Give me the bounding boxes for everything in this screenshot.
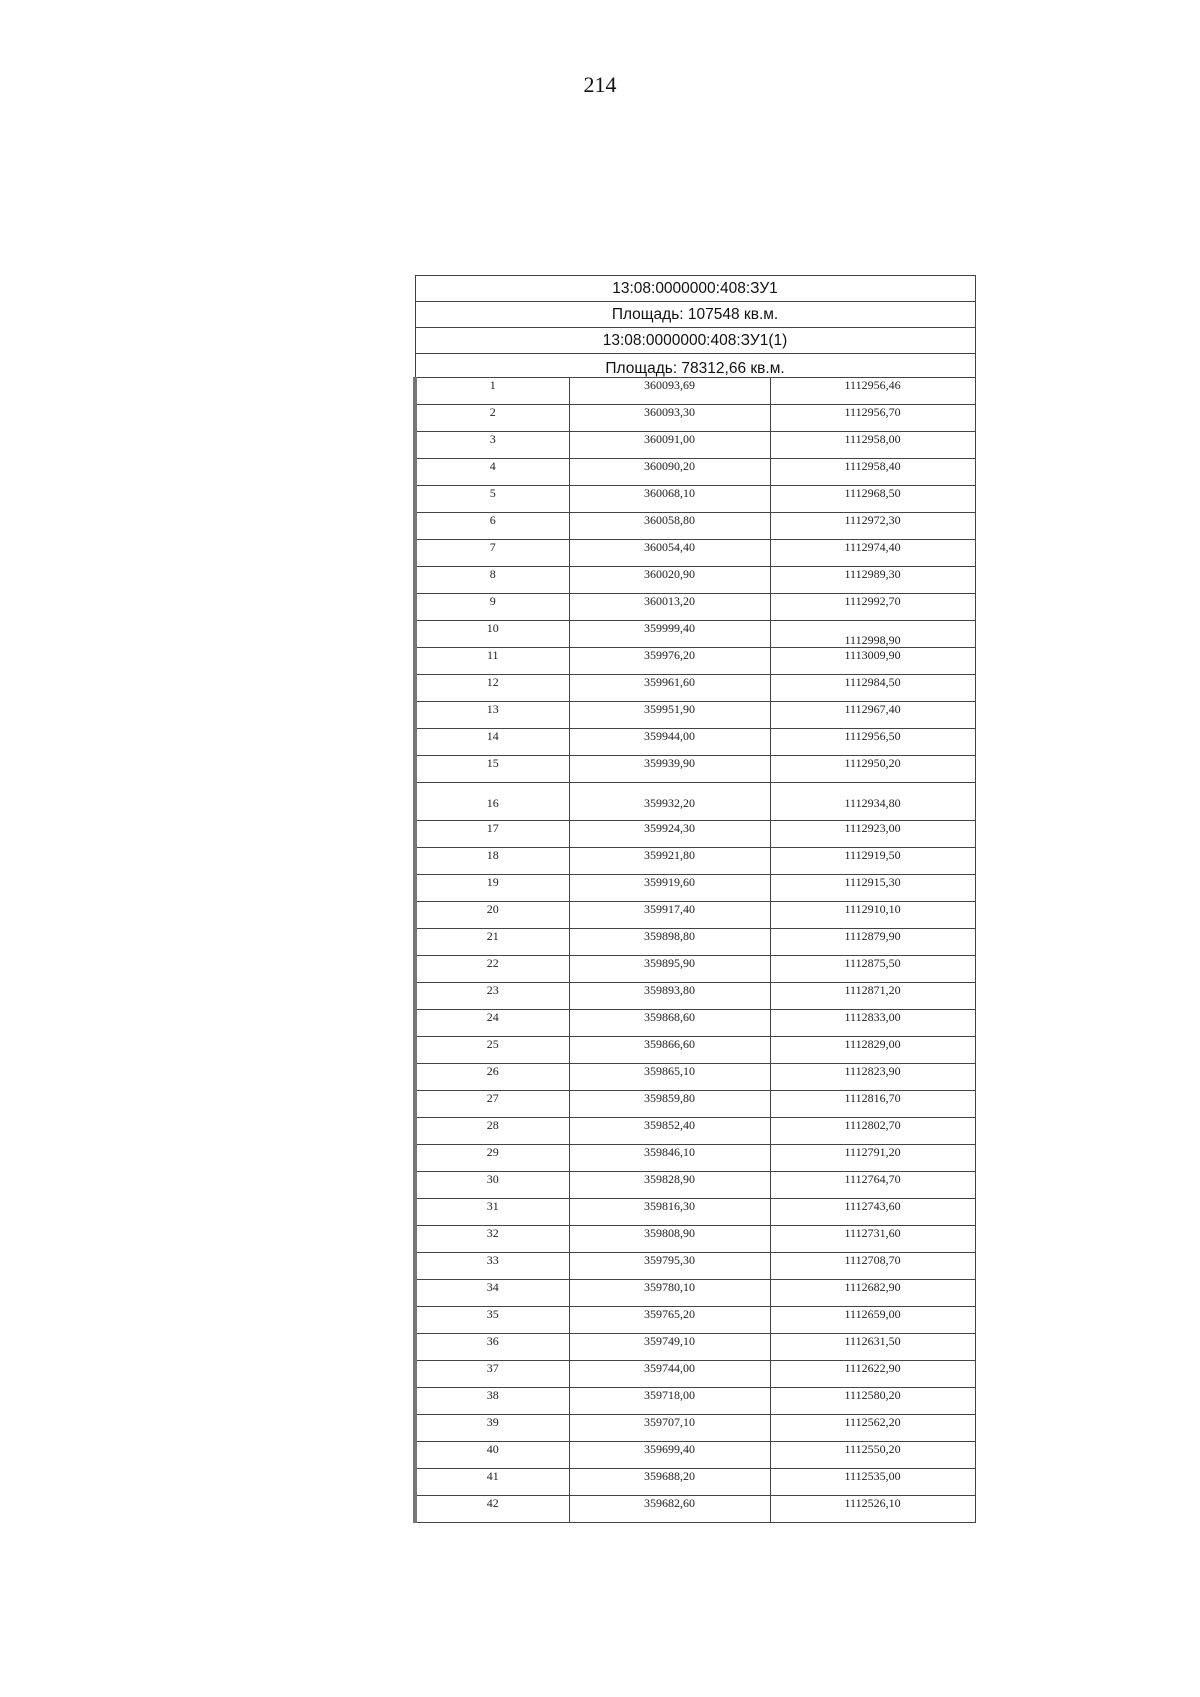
table-row — [415, 459, 975, 486]
x-coordinate-cell: 359865,10 — [569, 1064, 770, 1091]
y-coordinate-cell: 1112958,40 — [770, 459, 975, 486]
x-coordinate-cell: 359976,20 — [569, 648, 770, 675]
y-coordinate-cell: 1112923,00 — [770, 821, 975, 848]
y-coordinate-cell: 1112910,10 — [770, 902, 975, 929]
x-coordinate-cell: 359939,90 — [569, 756, 770, 783]
x-coordinate-cell: 359944,00 — [569, 729, 770, 756]
y-coordinate-cell: 1112956,46 — [770, 378, 975, 405]
y-coordinate-cell: 1112875,50 — [770, 956, 975, 983]
x-coordinate-cell: 359699,40 — [569, 1442, 770, 1469]
point-number-cell: 35 — [415, 1307, 569, 1334]
x-coordinate-cell: 359859,80 — [569, 1091, 770, 1118]
x-coordinate-cell: 359924,30 — [569, 821, 770, 848]
y-coordinate-cell: 1112958,00 — [770, 432, 975, 459]
y-coordinate-cell: 1112833,00 — [770, 1010, 975, 1037]
y-coordinate-cell: 1112535,00 — [770, 1469, 975, 1496]
parcel-area: Площадь: 107548 кв.м. — [415, 302, 975, 328]
header-row-parcel-area — [415, 302, 975, 328]
point-number-cell: 37 — [415, 1361, 569, 1388]
x-coordinate-cell: 359898,80 — [569, 929, 770, 956]
y-coordinate-cell: 1112631,50 — [770, 1334, 975, 1361]
x-coordinate-cell: 359765,20 — [569, 1307, 770, 1334]
y-coordinate-cell: 1112622,90 — [770, 1361, 975, 1388]
table-row — [415, 702, 975, 729]
point-number-cell: 26 — [415, 1064, 569, 1091]
table-row — [415, 1037, 975, 1064]
table-row — [415, 821, 975, 848]
table-row — [415, 1064, 975, 1091]
y-coordinate-cell: 1112950,20 — [770, 756, 975, 783]
point-number-cell: 38 — [415, 1388, 569, 1415]
x-coordinate-cell: 359999,40 — [569, 621, 770, 648]
x-coordinate-cell: 359932,20 — [569, 783, 770, 821]
point-number-cell: 30 — [415, 1172, 569, 1199]
point-number-cell: 40 — [415, 1442, 569, 1469]
table-row — [415, 1199, 975, 1226]
y-coordinate-cell: 1112791,20 — [770, 1145, 975, 1172]
table-row — [415, 848, 975, 875]
table-row — [415, 783, 975, 821]
table-row — [415, 486, 975, 513]
y-coordinate-cell: 1112682,90 — [770, 1280, 975, 1307]
point-number-cell: 34 — [415, 1280, 569, 1307]
x-coordinate-cell: 360090,20 — [569, 459, 770, 486]
x-coordinate-cell: 359852,40 — [569, 1118, 770, 1145]
x-coordinate-cell: 360093,69 — [569, 378, 770, 405]
point-number-cell: 17 — [415, 821, 569, 848]
page-number: 214 — [583, 72, 617, 97]
x-coordinate-cell: 359917,40 — [569, 902, 770, 929]
table-row — [415, 513, 975, 540]
parcel-id: 13:08:0000000:408:ЗУ1 — [415, 276, 975, 302]
x-coordinate-cell: 359868,60 — [569, 1010, 770, 1037]
y-coordinate-cell: 1112871,20 — [770, 983, 975, 1010]
point-number-cell: 27 — [415, 1091, 569, 1118]
point-number-cell: 8 — [415, 567, 569, 594]
point-number-cell: 1 — [415, 378, 569, 405]
point-number-cell: 3 — [415, 432, 569, 459]
y-coordinate-cell: 1112659,00 — [770, 1307, 975, 1334]
y-coordinate-cell: 1112823,90 — [770, 1064, 975, 1091]
y-coordinate-cell: 1112829,00 — [770, 1037, 975, 1064]
x-coordinate-cell: 359866,60 — [569, 1037, 770, 1064]
y-coordinate-cell: 1112968,50 — [770, 486, 975, 513]
table-row — [415, 378, 975, 405]
x-coordinate-cell: 360093,30 — [569, 405, 770, 432]
point-number-cell: 5 — [415, 486, 569, 513]
point-number-cell: 2 — [415, 405, 569, 432]
x-coordinate-cell: 359828,90 — [569, 1172, 770, 1199]
point-number-cell: 18 — [415, 848, 569, 875]
y-coordinate-cell: 1112708,70 — [770, 1253, 975, 1280]
point-number-cell: 39 — [415, 1415, 569, 1442]
point-number-cell: 16 — [415, 783, 569, 821]
table-row — [415, 983, 975, 1010]
table-row — [415, 1496, 975, 1523]
x-coordinate-cell: 359921,80 — [569, 848, 770, 875]
table-row — [415, 1280, 975, 1307]
x-coordinate-cell: 359893,80 — [569, 983, 770, 1010]
x-coordinate-cell: 360054,40 — [569, 540, 770, 567]
table-row — [415, 1145, 975, 1172]
table-row — [415, 956, 975, 983]
point-number-cell: 29 — [415, 1145, 569, 1172]
point-number-cell: 31 — [415, 1199, 569, 1226]
table-row — [415, 1388, 975, 1415]
table-row — [415, 929, 975, 956]
x-coordinate-cell: 359780,10 — [569, 1280, 770, 1307]
x-coordinate-cell: 359744,00 — [569, 1361, 770, 1388]
point-number-cell: 4 — [415, 459, 569, 486]
y-coordinate-cell: 1112934,80 — [770, 783, 975, 821]
point-number-cell: 15 — [415, 756, 569, 783]
x-coordinate-cell: 359846,10 — [569, 1145, 770, 1172]
y-coordinate-cell: 1113009,90 — [770, 648, 975, 675]
point-number-cell: 20 — [415, 902, 569, 929]
y-coordinate-cell: 1112984,50 — [770, 675, 975, 702]
table-row — [415, 756, 975, 783]
point-number-cell: 14 — [415, 729, 569, 756]
table-row — [415, 540, 975, 567]
point-number-cell: 11 — [415, 648, 569, 675]
y-coordinate-cell: 1112816,70 — [770, 1091, 975, 1118]
table-row — [415, 875, 975, 902]
point-number-cell: 10 — [415, 621, 569, 648]
x-coordinate-cell: 359688,20 — [569, 1469, 770, 1496]
point-number-cell: 41 — [415, 1469, 569, 1496]
table-row — [415, 1415, 975, 1442]
point-number-cell: 19 — [415, 875, 569, 902]
point-number-cell: 24 — [415, 1010, 569, 1037]
y-coordinate-cell: 1112802,70 — [770, 1118, 975, 1145]
point-number-cell: 28 — [415, 1118, 569, 1145]
contour-area: Площадь: 78312,66 кв.м. — [415, 354, 975, 378]
y-coordinate-cell: 1112562,20 — [770, 1415, 975, 1442]
x-coordinate-cell: 359919,60 — [569, 875, 770, 902]
x-coordinate-cell: 359707,10 — [569, 1415, 770, 1442]
table-row — [415, 1307, 975, 1334]
x-coordinate-cell: 359961,60 — [569, 675, 770, 702]
table-row — [415, 1010, 975, 1037]
y-coordinate-cell: 1112550,20 — [770, 1442, 975, 1469]
table-row — [415, 1253, 975, 1280]
y-coordinate-cell: 1112879,90 — [770, 929, 975, 956]
table-row — [415, 1091, 975, 1118]
y-coordinate-cell: 1112974,40 — [770, 540, 975, 567]
y-coordinate-cell: 1112967,40 — [770, 702, 975, 729]
x-coordinate-cell: 359718,00 — [569, 1388, 770, 1415]
point-number-cell: 12 — [415, 675, 569, 702]
point-number-cell: 32 — [415, 1226, 569, 1253]
coordinates-table — [413, 275, 976, 1523]
y-coordinate-cell: 1112998,90 — [770, 621, 975, 648]
x-coordinate-cell: 360058,80 — [569, 513, 770, 540]
y-coordinate-cell: 1112956,50 — [770, 729, 975, 756]
y-coordinate-cell: 1112956,70 — [770, 405, 975, 432]
table-row — [415, 432, 975, 459]
table-row — [415, 902, 975, 929]
point-number-cell: 25 — [415, 1037, 569, 1064]
x-coordinate-cell: 359951,90 — [569, 702, 770, 729]
table-row — [415, 1172, 975, 1199]
point-number-cell: 23 — [415, 983, 569, 1010]
table-row — [415, 729, 975, 756]
x-coordinate-cell: 360013,20 — [569, 594, 770, 621]
header-row-parcel-id — [415, 276, 975, 302]
table-row — [415, 621, 975, 648]
point-number-cell: 9 — [415, 594, 569, 621]
y-coordinate-cell: 1112580,20 — [770, 1388, 975, 1415]
x-coordinate-cell: 359808,90 — [569, 1226, 770, 1253]
y-coordinate-cell: 1112764,70 — [770, 1172, 975, 1199]
x-coordinate-cell: 360068,10 — [569, 486, 770, 513]
point-number-cell: 6 — [415, 513, 569, 540]
table-row — [415, 405, 975, 432]
table-row — [415, 1469, 975, 1496]
x-coordinate-cell: 360020,90 — [569, 567, 770, 594]
table-row — [415, 594, 975, 621]
y-coordinate-cell: 1112731,60 — [770, 1226, 975, 1253]
x-coordinate-cell: 359795,30 — [569, 1253, 770, 1280]
y-coordinate-cell: 1112919,50 — [770, 848, 975, 875]
x-coordinate-cell: 359895,90 — [569, 956, 770, 983]
table-row — [415, 1442, 975, 1469]
x-coordinate-cell: 359816,30 — [569, 1199, 770, 1226]
x-coordinate-cell: 360091,00 — [569, 432, 770, 459]
table-row — [415, 1334, 975, 1361]
x-coordinate-cell: 359749,10 — [569, 1334, 770, 1361]
table-row — [415, 1226, 975, 1253]
point-number-cell: 22 — [415, 956, 569, 983]
table-row — [415, 1361, 975, 1388]
y-coordinate-cell: 1112915,30 — [770, 875, 975, 902]
header-row-contour-area — [415, 354, 975, 378]
y-coordinate-cell: 1112989,30 — [770, 567, 975, 594]
point-number-cell: 33 — [415, 1253, 569, 1280]
point-number-cell: 36 — [415, 1334, 569, 1361]
contour-id: 13:08:0000000:408:ЗУ1(1) — [415, 328, 975, 354]
point-number-cell: 13 — [415, 702, 569, 729]
table-row — [415, 648, 975, 675]
y-coordinate-cell: 1112992,70 — [770, 594, 975, 621]
point-number-cell: 7 — [415, 540, 569, 567]
x-coordinate-cell: 359682,60 — [569, 1496, 770, 1523]
y-coordinate-cell: 1112743,60 — [770, 1199, 975, 1226]
table-row — [415, 567, 975, 594]
point-number-cell: 21 — [415, 929, 569, 956]
y-coordinate-cell: 1112526,10 — [770, 1496, 975, 1523]
table-row — [415, 1118, 975, 1145]
header-row-contour-id — [415, 328, 975, 354]
y-coordinate-cell: 1112972,30 — [770, 513, 975, 540]
table-row — [415, 675, 975, 702]
point-number-cell: 42 — [415, 1496, 569, 1523]
